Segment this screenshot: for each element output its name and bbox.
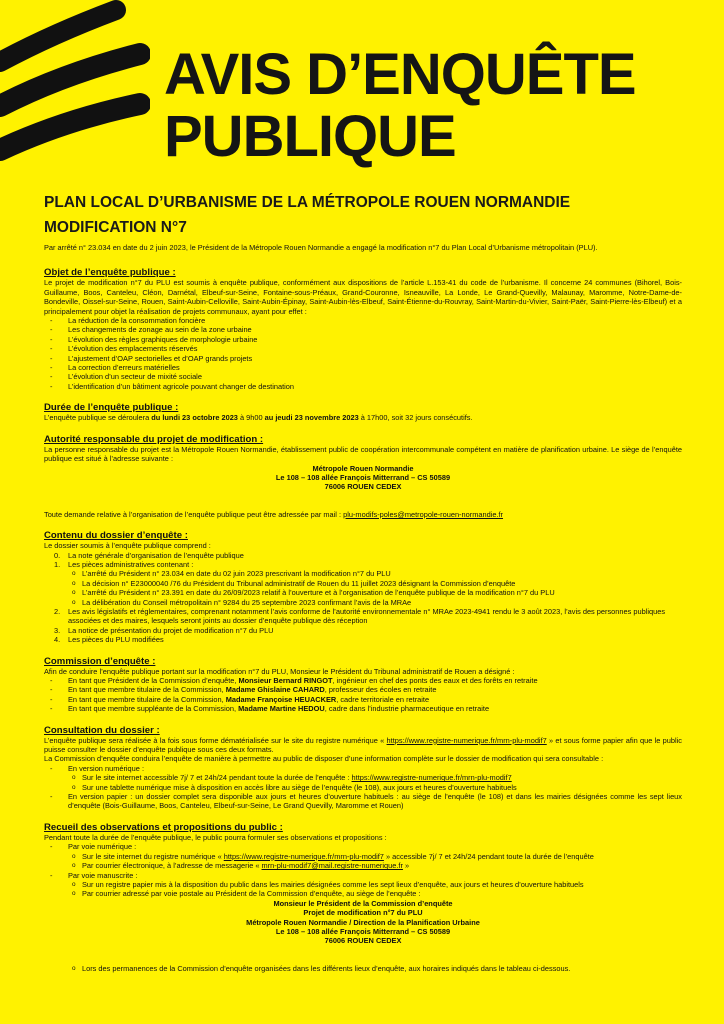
sub-list-item <box>44 861 682 870</box>
list-item: - Les changements de zonage au sein de la zone urbaine <box>44 325 682 334</box>
list-item: - L’évolution des règles graphiques de morphologie urbaine <box>44 335 682 344</box>
registre-link[interactable]: https://www.registre-numerique.fr/mrn-plu-modif7 <box>223 851 384 861</box>
text-fragment: , cadre dans l’industrie pharmaceutique en retraite <box>324 704 490 714</box>
sub-list <box>44 880 682 899</box>
section-heading: Durée de l’enquête publique : <box>44 402 179 414</box>
section-recueil <box>44 822 682 973</box>
section-heading: Autorité responsable du projet de modification : <box>44 433 264 445</box>
item-number: 1. <box>54 559 61 569</box>
list-item: - La réduction de la consommation foncière <box>44 316 682 325</box>
member-name: Madame Martine HEDOU <box>238 704 325 714</box>
sub-list <box>44 569 682 607</box>
section-heading: Commission d’enquête : <box>44 655 156 667</box>
sub-list-item: o Par courrier adressé par voie postale au Président de la Commission d’enquête, au siège de l’enquête : <box>44 889 682 898</box>
item-label: Par voie numérique : <box>68 842 137 852</box>
section-duree <box>44 402 682 422</box>
item-text: La note générale d’organisation de l’enquête publique <box>68 550 244 560</box>
document-subtitle <box>44 190 694 240</box>
member-name: Monsieur Bernard RINGOT <box>238 676 333 685</box>
notice-body <box>44 243 682 984</box>
item-label: Par voie manuscrite : <box>68 870 138 880</box>
section-objet <box>44 267 682 391</box>
member-name: Madame Françoise HEUACKER <box>225 694 337 704</box>
text-fragment: , ingénieur en chef des ponts des eaux et des forêts en retraite <box>332 676 538 685</box>
sub-list <box>44 773 682 792</box>
commission-member <box>44 685 682 694</box>
text-fragment: à 17h00, soit 32 jours consécutifs. <box>358 413 473 423</box>
list-item <box>44 551 682 560</box>
section-text: La personne responsable du projet est la Métropole Rouen Normandie, établissement public de coopération intercommunale compétent en matière de planification urbaine. Le siège de l’enquête publique est situé à l’adresse suivante : <box>44 444 682 464</box>
sub-list-item: o Lors des permanences de la Commission d’enquête organisées dans les différents lieux d’enquête, aux horaires indiqués dans le tableau ci-dessous. <box>44 964 682 973</box>
list-item: - L’évolution d’un secteur de mixité sociale <box>44 372 682 381</box>
recueil-list <box>44 842 682 898</box>
text-fragment: » <box>402 861 410 871</box>
start-date: du lundi 23 octobre 2023 <box>151 413 238 423</box>
section-text: Le projet de modification n°7 du PLU est soumis à enquête publique, conformément aux dispositions de l’article L.153-41 du code de l’urbanisme. Il concerne 24 communes (Bihorel, Bois-Guillaume, Boos, Canteleu, Cléon, Darnétal, Elbeuf-sur-Seine, Fontaine-sous-Préaux, Grand-Couronne, Isneauville, La Londe, Le Grand-Quevilly, Malaunay, Maromme, Notre-Dame-de-Bondeville, Oissel-sur-Seine, Rouen, Saint-Aubin-Celloville, Saint-Aubin-Épinay, Saint-Aubin-lès-Elbeuf, Saint-Étienne-du-Rouvray, Saint-Martin-du-Vivier, Saint-Paër, Saint-Pierre-lès-Elbeuf) et a principalement pour objet la réalisation de projets communaux, ayant pour effet : <box>44 278 682 316</box>
text-fragment: , professeur des écoles en retraite <box>324 685 437 695</box>
subtitle-line-2: MODIFICATION N°7 <box>44 219 187 236</box>
commission-list <box>44 676 682 714</box>
item-label: En version numérique : <box>68 763 144 773</box>
consultation-list <box>44 764 682 811</box>
item-number: 2. <box>54 606 61 616</box>
list-item: - L’évolution des emplacements réservés <box>44 344 682 353</box>
sub-list-item: o L’arrêté du Président n° 23.034 en date du 02 juin 2023 prescrivant la modification n°7 du PLU <box>44 569 682 578</box>
section-heading: Objet de l’enquête publique : <box>44 267 176 279</box>
list-item <box>44 871 682 899</box>
list-item <box>44 842 682 870</box>
section-text: Afin de conduire l’enquête publique portant sur la modification n°7 du PLU, Monsieur le Président du Tribunal administratif de Rouen a désigné : <box>44 666 515 676</box>
list-item <box>44 764 682 792</box>
section-consultation <box>44 725 682 811</box>
text-fragment: Sur le site internet du registre numérique « <box>82 851 224 861</box>
sub-list-item: o La délibération du Conseil métropolitain n° 9284 du 25 septembre 2023 confirmant l’avis de la MRAe <box>44 598 682 607</box>
dossier-list <box>44 551 682 645</box>
item-number: 3. <box>54 625 61 635</box>
address-line: Le 108 – 108 allée François Mitterrand – CS 50589 <box>275 472 451 482</box>
address-line: 76006 ROUEN CEDEX <box>324 482 402 492</box>
text-fragment: » accessible 7j/ 7 et 24h/24 pendant toute la durée de l’enquête <box>383 851 594 861</box>
section-text <box>44 413 682 422</box>
address-line: Monsieur le Président de la Commission d’enquête <box>273 898 453 908</box>
section-autorite <box>44 434 682 519</box>
sub-list-item: o Sur un registre papier mis à la disposition du public dans les mairies désignées comme les sept lieux d’enquête, aux jours et heures d’ouverture habituels <box>44 880 682 889</box>
section-contenu <box>44 530 682 644</box>
section-text: Pendant toute la durée de l’enquête publique, le public pourra formuler ses observations et propositions : <box>44 832 387 842</box>
text-fragment: En tant que Président de la Commission d’enquête, <box>68 676 239 685</box>
sub-list-item <box>44 773 682 782</box>
commission-member <box>44 676 682 685</box>
list-item <box>44 626 682 635</box>
mail-paragraph <box>44 510 682 519</box>
section-text: La Commission d’enquête conduira l’enquête de manière à permettre au public de disposer d’une information complète sur le dossier de modification qui sera consultable : <box>44 754 604 764</box>
text-fragment: Toute demande relative à l’organisation de l’enquête publique peut être adressée par mail : <box>44 509 344 519</box>
list-item: - La correction d’erreurs matérielles <box>44 363 682 372</box>
commission-member <box>44 704 682 713</box>
section-text <box>44 736 682 755</box>
item-number: 4. <box>54 635 61 645</box>
address-line: 76006 ROUEN CEDEX <box>324 936 402 946</box>
section-commission <box>44 656 682 714</box>
text-fragment: L’enquête publique se déroulera <box>44 413 152 423</box>
text-fragment: Sur le site internet accessible 7j/ 7 et 24h/24 pendant toute la durée de l’enquête : <box>82 773 352 783</box>
subtitle-line-1: PLAN LOCAL D’URBANISME DE LA MÉTROPOLE ROUEN NORMANDIE <box>44 194 571 211</box>
list-item: - L’identification d’un bâtiment agricole pouvant changer de destination <box>44 382 682 391</box>
sub-list-item: o La décision n° E23000040 /76 du Président du Tribunal administratif de Rouen du 11 juillet 2023 désignant la Commission d’enquête <box>44 579 682 588</box>
registre-link[interactable]: https://www.registre-numerique.fr/mrn-plu-modif7 <box>351 773 512 783</box>
list-item <box>44 635 682 644</box>
list-item <box>44 560 682 607</box>
text-fragment: à 9h00 <box>237 413 265 423</box>
address-line: Métropole Rouen Normandie / Direction de la Planification Urbaine <box>246 917 480 927</box>
text-fragment: En tant que membre suppléante de la Commission, <box>68 704 239 714</box>
sub-list-item: o Sur une tablette numérique mise à disposition en accès libre au siège de l’enquête (le 108), aux jours et heures d’ouverture habituels <box>44 783 682 792</box>
page-title <box>164 44 636 168</box>
title-line-1: AVIS D’ENQUÊTE <box>164 42 636 107</box>
item-text: Les pièces administratives contenant : <box>68 559 194 569</box>
text-fragment: En tant que membre titulaire de la Commission, <box>68 685 226 695</box>
sub-list-item: o L’arrêté du Président n° 23.391 en date du 26/09/2023 relatif à l’ouverture et à l’organisation de l’enquête publique de la modification n°7 du PLU <box>44 588 682 597</box>
list-item <box>44 607 682 626</box>
sub-list-item <box>44 852 682 861</box>
contact-email-link[interactable]: plu-modifs-poles@metropole-rouen-normandie.fr <box>343 509 504 519</box>
text-fragment: L’enquête publique sera réalisée à la fois sous forme dématérialisée sur le site du registre numérique « <box>44 735 387 745</box>
address-line: Projet de modification n°7 du PLU <box>303 908 423 918</box>
title-line-2: PUBLIQUE <box>164 104 456 169</box>
item-text: Les pièces du PLU modifiées <box>68 635 164 645</box>
registre-email-link[interactable]: mrn-plu-modif7@mail.registre-numerique.fr <box>261 861 403 871</box>
member-name: Madame Ghislaine CAHARD <box>225 685 325 695</box>
text-fragment: » et sous forme papier afin que le public puisse consulter le dossier d’enquête publique sous ces deux formats. <box>44 735 682 755</box>
corner-stripes-decoration <box>0 0 150 170</box>
address-line: Le 108 – 108 allée François Mitterrand – CS 50589 <box>275 926 451 936</box>
section-heading: Contenu du dossier d’enquête : <box>44 530 188 542</box>
permanences-list <box>44 964 682 973</box>
text-fragment: , cadre territoriale en retraite <box>336 694 430 704</box>
item-text: Les avis législatifs et réglementaires, comprenant notamment l’avis conforme de l’autorité environnementale n° MRAe 2023-4941 rendu le 3 août 2023, l’avis des personnes publiques associées et des maires, lesquels seront joints au dossier d’enquête publique dès réception <box>68 606 666 626</box>
sub-list <box>44 852 682 871</box>
list-item: - En version papier : un dossier complet sera disponible aux jours et heures d’ouverture habituels : au siège de l’enquête (le 108) et dans les mairies désignées comme les sept lieux d’enquête (Bois-Guillaume, Boos, Canteleu, Elbeuf-sur-Seine, Le Grand Quevilly, Maromme et Rouen) <box>44 792 682 811</box>
text-fragment: Par courrier électronique, à l’adresse de messagerie « <box>82 861 262 871</box>
item-text: La notice de présentation du projet de modification n°7 du PLU <box>68 625 274 635</box>
section-heading: Consultation du dossier : <box>44 724 160 736</box>
text-fragment: En tant que membre titulaire de la Commission, <box>68 694 226 704</box>
commission-member <box>44 695 682 704</box>
end-date: au jeudi 23 novembre 2023 <box>264 413 359 423</box>
objet-list <box>44 316 682 391</box>
section-text: Le dossier soumis à l’enquête publique comprend : <box>44 541 211 551</box>
list-item: - L’ajustement d’OAP sectorielles et d’OAP grands projets <box>44 354 682 363</box>
registre-link[interactable]: https://www.registre-numerique.fr/mrn-plu-modif7 <box>386 735 547 745</box>
item-number: 0. <box>54 550 61 560</box>
intro-paragraph: Par arrêté n° 23.034 en date du 2 juin 2023, le Président de la Métropole Rouen Normandie a engagé la modification n°7 du Plan Local d’Urbanisme métropolitain (PLU). <box>44 243 598 252</box>
address-line: Métropole Rouen Normandie <box>312 463 414 473</box>
section-heading: Recueil des observations et propositions du public : <box>44 821 283 833</box>
